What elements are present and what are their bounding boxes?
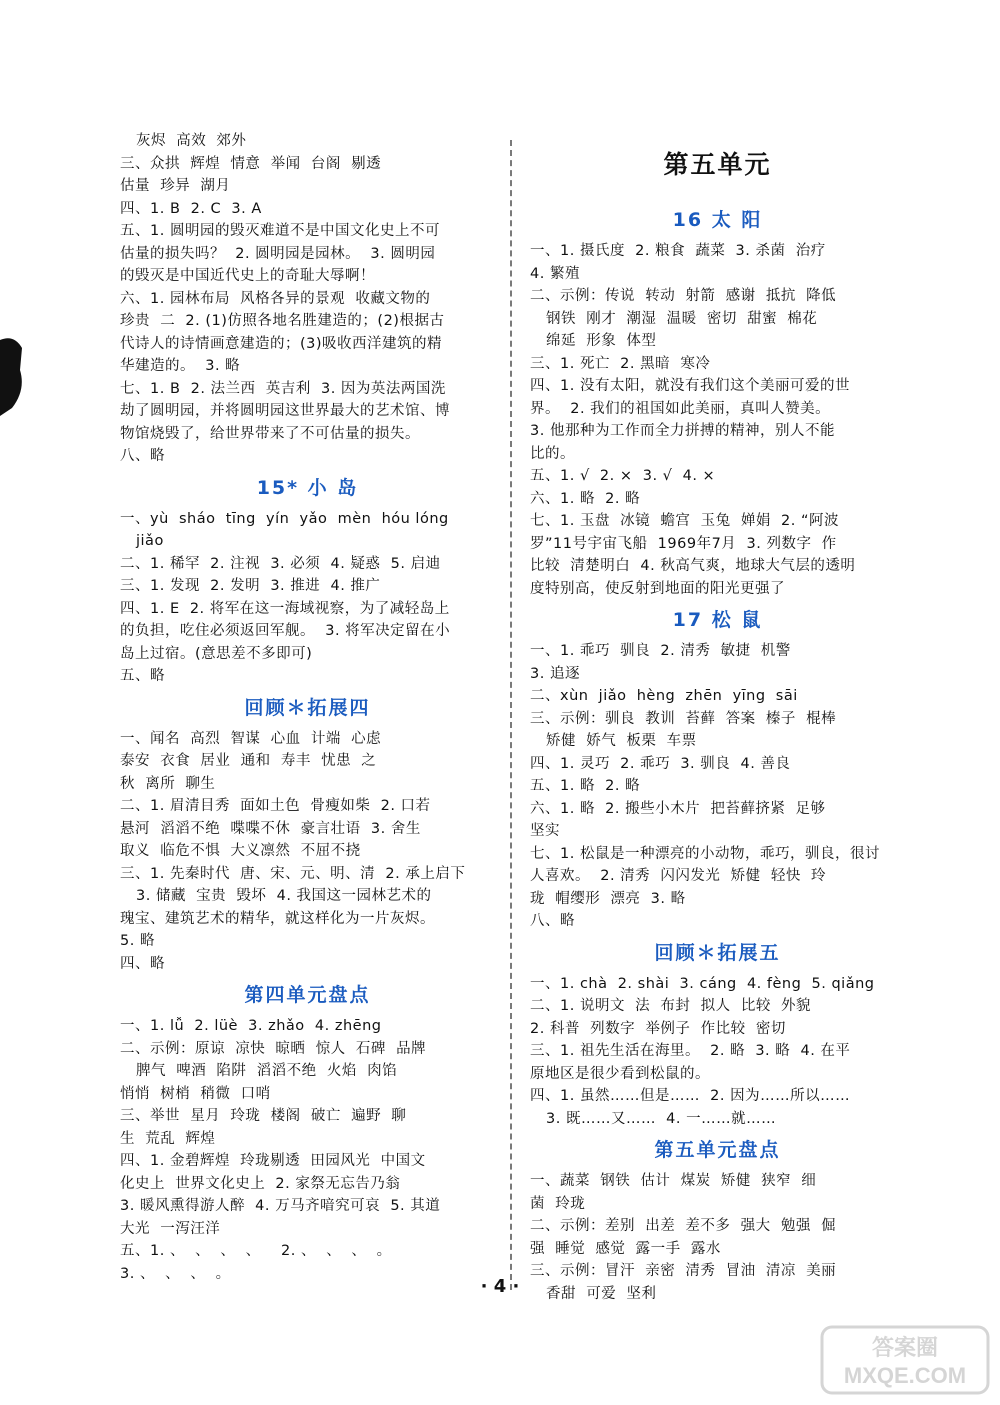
answer-line: 五、1. 、 、 、 、 2. 、 、 、 。 xyxy=(120,1243,392,1259)
answer-line: 五、略 xyxy=(120,668,165,684)
section-heading: 回顾＊拓展四 xyxy=(244,696,371,719)
answer-line: 的负担，吃住必须返回军舰。 3. 将军决定留在小 xyxy=(120,623,451,639)
answer-line: 悬河 滔滔不绝 喋喋不休 豪言壮语 3. 舍生 xyxy=(120,820,421,837)
answer-line: 五、1. 略 2. 略 xyxy=(530,778,641,794)
right-column xyxy=(530,130,905,1305)
answer-line: 3. 储藏 宝贵 毁坏 4. 我国这一园林艺术的 xyxy=(136,888,432,904)
answer-line: 代诗人的诗情画意建造的；(3)吸收西洋建筑的精 xyxy=(120,335,443,352)
answer-line: 瑰宝、建筑艺术的精华，就这样化为一片灰烬。 xyxy=(120,910,435,927)
answer-line: 的毁灭是中国近代史上的奇耻大辱啊！ xyxy=(120,268,375,284)
answer-line: 大光 一泻汪洋 xyxy=(120,1220,221,1237)
answer-line: jiǎo xyxy=(136,533,164,549)
section-heading: 15* 小 岛 xyxy=(256,476,359,499)
answer-line: 菌 玲珑 xyxy=(530,1195,586,1212)
answer-line: 强 睡觉 感觉 露一手 露水 xyxy=(530,1240,721,1257)
binding-mark-icon xyxy=(0,330,26,420)
answer-line: 界。 2. 我们的祖国如此美丽，真叫人赞美。 xyxy=(530,400,831,417)
answer-line: 四、1. B 2. C 3. A xyxy=(120,200,262,217)
answer-line: 二、示例：差别 出差 差不多 强大 勉强 倔 xyxy=(530,1218,837,1234)
answer-line: 七、1. 玉盘 冰镜 蟾宫 玉兔 婵娟 2. “阿波 xyxy=(530,513,839,529)
answer-line: 六、1. 园林布局 风格各异的景观 收藏文物的 xyxy=(120,290,431,307)
watermark-url: MXQE.COM xyxy=(843,1363,967,1388)
answer-line: 3. 他那种为工作而全力拼搏的精神，别人不能 xyxy=(530,423,835,439)
answer-line: 3. 追逐 xyxy=(530,665,580,682)
answer-line: 华建造的。 3. 略 xyxy=(120,358,241,374)
answer-line: 3. 既……又…… 4. 一……就…… xyxy=(546,1110,777,1127)
answer-line: 珑 帽缨形 漂亮 3. 略 xyxy=(530,890,686,907)
answer-line: 四、1. 虽然……但是…… 2. 因为……所以…… xyxy=(530,1088,851,1104)
answer-line: 3. 、 、 、 。 xyxy=(120,1265,231,1282)
answer-line: 二、示例：传说 转动 射箭 感谢 抵抗 降低 xyxy=(530,288,837,304)
answer-line: 劫了圆明园，并将圆明园这世界最大的艺术馆、博 xyxy=(120,403,450,419)
answer-line: 比的。 xyxy=(530,445,575,462)
answer-line: 矫健 娇气 板栗 车票 xyxy=(546,733,697,749)
answer-line: 二、示例：原谅 凉快 晾晒 惊人 石碑 品牌 xyxy=(120,1040,427,1057)
answer-line: 六、1. 略 2. 略 xyxy=(530,490,641,507)
section-heading: 第四单元盘点 xyxy=(244,984,371,1006)
answer-line: 三、1. 死亡 2. 黑暗 寒冷 xyxy=(530,355,711,372)
answer-line: 一、1. 乖巧 驯良 2. 清秀 敏捷 机警 xyxy=(530,643,791,659)
answer-line: 一、闻名 高烈 智谋 心血 计端 心虑 xyxy=(120,730,382,747)
answer-line: 香甜 可爱 坚利 xyxy=(546,1285,657,1302)
answer-line: 二、1. 稀罕 2. 注视 3. 必须 4. 疑惑 5. 启迪 xyxy=(120,555,441,572)
answer-line: 五、1. √ 2. × 3. √ 4. × xyxy=(530,468,716,484)
section-heading: 回顾＊拓展五 xyxy=(654,941,781,964)
answer-line: 估量的损失吗？ 2. 圆明园是园林。 3. 圆明园 xyxy=(120,245,436,262)
answer-line: 二、1. 眉清目秀 面如土色 骨瘦如柴 2. 口若 xyxy=(120,798,431,814)
left-column xyxy=(120,130,495,1285)
answer-line: 人喜欢。 2. 清秀 闪闪发光 矫健 轻快 玲 xyxy=(530,868,827,884)
answer-line: 二、1. 说明文 法 布封 拟人 比较 外貌 xyxy=(530,998,812,1014)
answer-line: 三、1. 发现 2. 发明 3. 推进 4. 推广 xyxy=(120,578,381,594)
answer-line: 三、举世 星月 玲珑 楼阁 破亡 遍野 聊 xyxy=(120,1108,407,1124)
answer-line: 取义 临危不惧 大义凛然 不屈不挠 xyxy=(120,843,361,859)
answer-line: 三、示例：冒汗 亲密 清秀 冒油 清凉 美丽 xyxy=(530,1263,837,1279)
answer-line: 估量 珍异 湖月 xyxy=(120,178,231,194)
answer-line: 七、1. B 2. 法兰西 英吉利 3. 因为英法两国洗 xyxy=(120,380,446,397)
answer-line: 3. 暖风熏得游人醉 4. 万马齐喑究可哀 5. 其道 xyxy=(120,1198,441,1214)
watermark-logo xyxy=(820,1325,990,1395)
answer-line: 珍贵 二 2. (1)仿照各地名胜建造的；(2)根据古 xyxy=(120,313,445,329)
answer-line: 2. 科普 列数字 举例子 作比较 密切 xyxy=(530,1020,786,1037)
answer-line: 秋 离所 聊生 xyxy=(120,775,216,792)
answer-line: 化史上 世界文化史上 2. 家祭无忘告乃翁 xyxy=(120,1175,401,1192)
answer-line: 七、1. 松鼠是一种漂亮的小动物，乖巧，驯良，很讨 xyxy=(530,845,880,862)
answer-line: 三、众拱 辉煌 情意 举闻 台阁 剔透 xyxy=(120,155,382,172)
answer-line: 灰烬 高效 郊外 xyxy=(136,133,247,149)
section-heading: 第五单元盘点 xyxy=(654,1139,781,1161)
answer-line: 八、略 xyxy=(120,448,165,464)
answer-line: 泰安 衣食 居业 通和 寿丰 忧患 之 xyxy=(120,753,377,769)
answer-line: 六、1. 略 2. 搬些小木片 把苔藓挤紧 足够 xyxy=(530,800,826,817)
answer-line: 八、略 xyxy=(530,913,575,929)
answer-line: 4. 繁殖 xyxy=(530,265,580,282)
answer-line: 四、1. 金碧辉煌 玲珑剔透 田园风光 中国文 xyxy=(120,1153,426,1169)
answer-line: 脾气 啤酒 陷阱 滔滔不绝 火焰 肉馅 xyxy=(136,1063,398,1079)
section-heading: 16 太 阳 xyxy=(672,209,763,231)
answer-line: 一、yù sháo tīng yín yǎo mèn hóu lóng xyxy=(120,510,449,527)
answer-line: 四、略 xyxy=(120,955,165,972)
answer-line: 生 荒乱 辉煌 xyxy=(120,1130,216,1147)
answer-line: 四、1. 没有太阳，就没有我们这个美丽可爱的世 xyxy=(530,378,850,394)
answer-line: 悄悄 树梢 稍微 口哨 xyxy=(120,1085,271,1102)
answer-line: 一、1. chà 2. shài 3. cáng 4. fèng 5. qiǎng xyxy=(530,975,875,992)
answer-line: 绵延 形象 体型 xyxy=(546,333,657,349)
answer-line: 四、1. E 2. 将军在这一海域视察，为了减轻岛上 xyxy=(120,600,450,617)
answer-line: 原地区是很少看到松鼠的。 xyxy=(530,1065,710,1082)
answer-line: 钢铁 刚才 潮湿 温暖 密切 甜蜜 棉花 xyxy=(546,310,818,327)
answer-line: 5. 略 xyxy=(120,933,155,949)
answer-line: 比较 清楚明白 4. 秋高气爽，地球大气层的透明 xyxy=(530,558,856,574)
answer-line: 二、xùn jiǎo hèng zhēn yīng sāi xyxy=(530,688,798,704)
section-heading: 17 松 鼠 xyxy=(672,609,763,631)
column-divider xyxy=(510,140,512,1290)
answer-line: 三、1. 先秦时代 唐、宋、元、明、清 2. 承上启下 xyxy=(120,865,466,882)
answer-line: 一、1. 摄氏度 2. 粮食 蔬菜 3. 杀菌 治疗 xyxy=(530,243,826,259)
page-number: · 4 · xyxy=(480,1276,520,1297)
watermark-logo-text: 答案圈 xyxy=(871,1335,939,1360)
answer-line: 度特别高，使反射到地面的阳光更强了 xyxy=(530,580,785,597)
answer-line: 一、1. lǚ 2. lüè 3. zhǎo 4. zhēng xyxy=(120,1018,382,1034)
answer-line: 物馆烧毁了，给世界带来了不可估量的损失。 xyxy=(120,425,420,442)
answer-line: 五、1. 圆明园的毁灭难道不是中国文化史上不可 xyxy=(120,223,440,239)
answer-line: 坚实 xyxy=(530,823,560,839)
answer-line: 岛上过宿。(意思差不多即可) xyxy=(120,645,313,662)
answer-line: 三、1. 祖先生活在海里。 2. 略 3. 略 4. 在平 xyxy=(530,1043,851,1059)
answer-line: 三、示例：驯良 教训 苔藓 答案 榛子 棍棒 xyxy=(530,710,837,727)
answer-line: 一、蔬菜 钢铁 估计 煤炭 矫健 狭窄 细 xyxy=(530,1173,817,1189)
unit-title: 第五单元 xyxy=(663,150,772,179)
answer-line: 四、1. 灵巧 2. 乖巧 3. 驯良 4. 善良 xyxy=(530,755,791,772)
answer-line: 罗”11号宇宙飞船 1969年7月 3. 列数字 作 xyxy=(530,535,837,552)
